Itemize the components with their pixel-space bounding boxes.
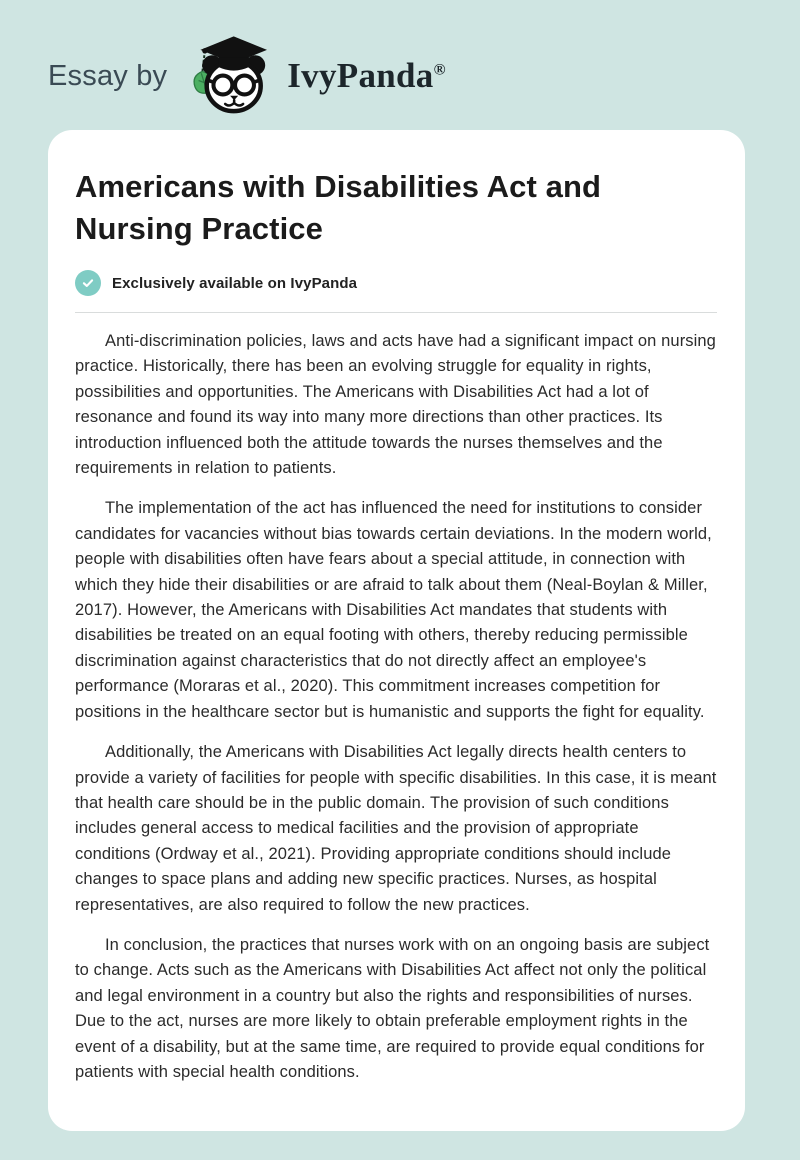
essay-paragraph-3: Additionally, the Americans with Disabilities Act legally directs health centers to provide a variety of facilities for people with specific disabilities. In this case, it is meant that health care should be in the public domain. The provision of such conditions includes general access to medical facilities and the provision of appropriate conditions (Ordway et al., 2021). Providing appropriate conditions should include changes to space plans and adding new specific practices. Nurses, as hospital representatives, are also required to follow the new practices.: [75, 743, 717, 914]
essay-paragraph-1: Anti-discrimination policies, laws and acts have had a significant impact on nursing practice. Historically, there has been an evolving struggle for equality in rights, possibilities and opportunities. The Americans with Disabilities Act had a lot of resonance and found its way into many more directions than other practices. Its introduction influenced both the attitude towards the nurses themselves and the requirements in relation to patients.: [75, 332, 716, 478]
registered-mark: ®: [433, 61, 446, 79]
essay-paragraph-4: In conclusion, the practices that nurses work with on an ongoing basis are subject to change. Acts such as the Americans with Disabilities Act affect not only the political and legal environment in a country but also the rights and responsibilities of nurses. Due to the act, nurses are more likely to obtain preferable employment rights in the event of a disability, but at the same time, are required to provide equal conditions for patients with special health conditions.: [75, 935, 710, 1081]
page-title: Americans with Disabilities Act and Nursing Practice: [75, 169, 602, 246]
essay-paragraph-2: The implementation of the act has influenced the need for institutions to consider candidates for vacancies without bias towards certain deviations. In the modern world, people with disabilities often have fears about a special attitude, in connection with which they hide their disabilities or are afraid to talk about them (Neal-Boylan & Miller, 2017). However, the Americans with Disabilities Act mandates that students with disabilities be treated on an equal footing with others, thereby reducing permissible discrimination against characteristics that do not directly affect an employee's performance (Moraras et al., 2020). This commitment increases competition for positions in the healthcare sector but is humanistic and supports the fight for equality.: [75, 499, 712, 721]
divider: [75, 312, 717, 313]
brand-name-text: IvyPanda: [287, 56, 434, 95]
header: [0, 0, 800, 122]
essay-card: [48, 130, 745, 1131]
panda-graduate-logo-icon: [181, 31, 281, 121]
availability-label: Exclusively available on IvyPanda: [112, 274, 358, 292]
essay-by-label: Essay by: [48, 59, 168, 92]
brand-name: [287, 56, 446, 96]
availability-badge: [75, 270, 717, 296]
checkmark-icon: [75, 270, 101, 296]
essay-body: [75, 329, 717, 1085]
